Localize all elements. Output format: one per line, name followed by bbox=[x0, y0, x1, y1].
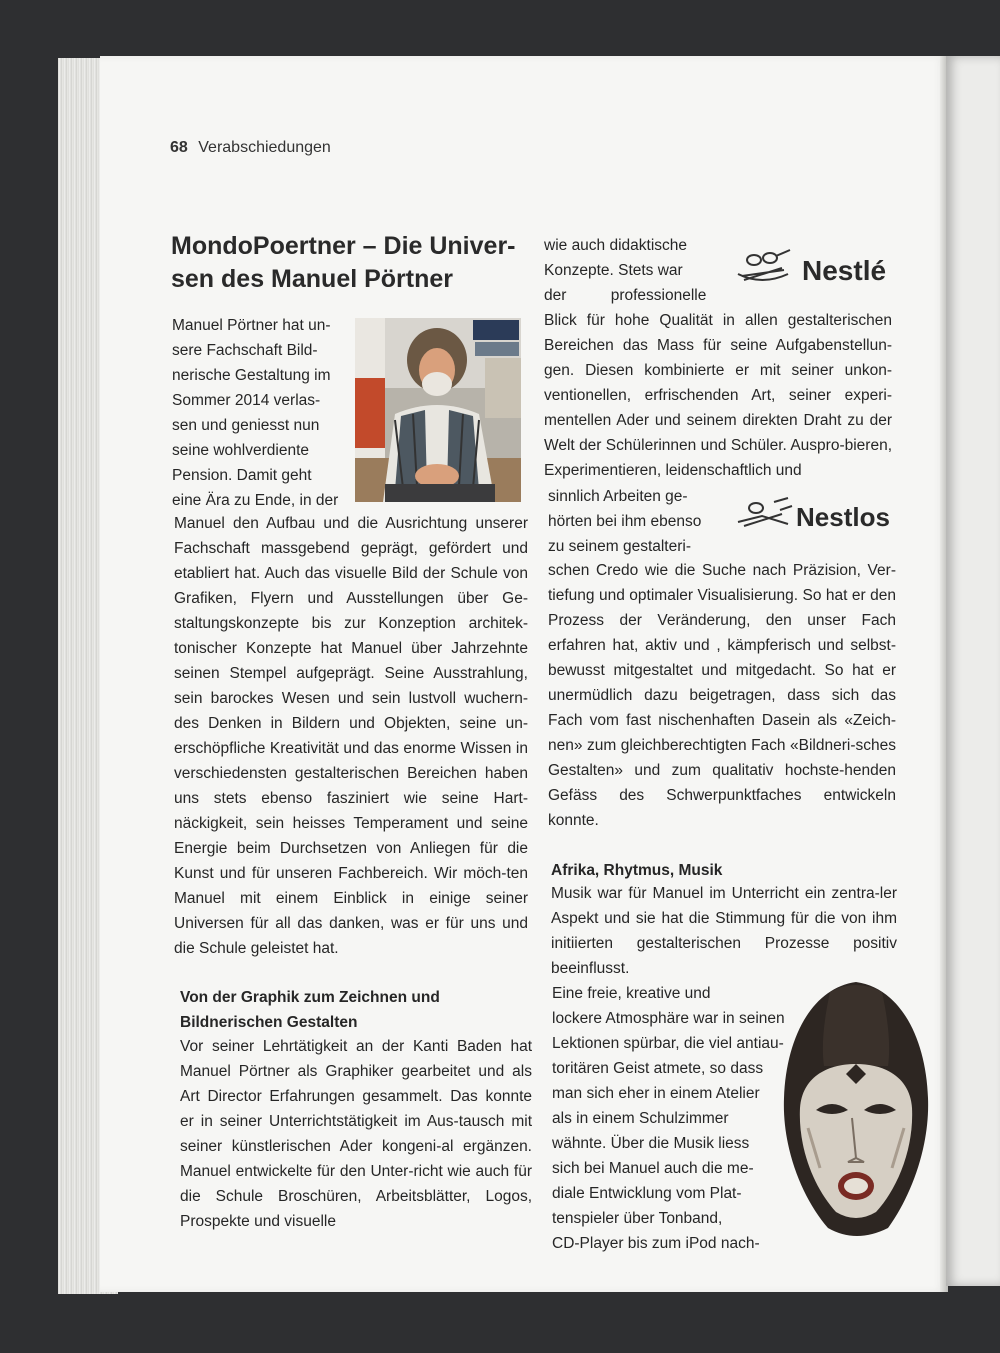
col2-paragraph-2: schen Credo wie die Suche nach Präzision, Ver-tiefung und optimaler Visualisierung. So hat er den Prozess der Veränderung, den unser Fach erfahren hat, aktiv und , kämpferisch und selbst-bewusst mitgestaltet und mitgedacht. So hat er unermüdlich dazu beigetragen, dass sich das Fach vom fast nischenhaften Dasein als «Zeich-nen» zum gleichberechtigten Fach «Bildneri-sches Gestalten» und zum qualitativ hochste-henden Gefäss des Schwerpunktfaches entwickeln konnte. bbox=[548, 562, 896, 829]
portrait-photo bbox=[355, 318, 521, 502]
text-line: der professionelle bbox=[544, 287, 707, 304]
col2-paragraph-3: Musik war für Manuel im Unterricht ein zentra-ler Aspekt und sie hat die Stimmung für die von ihm initiierten gestalterischen Prozesse positiv beeinflusst. bbox=[551, 885, 897, 977]
text-line: Lektionen spürbar, die viel antiau- bbox=[552, 1035, 784, 1052]
col1-paragraph-1: Manuel den Aufbau und die Ausrichtung unserer Fachschaft massgebend geprägt, gefördert und etabliert hat. Auch das visuelle Bild der Schule von Grafiken, Flyern und Ausstellungen über Ge-staltungskonzepte bis zur Konzeption architek-tonischer Konzepte hat Manuel über Jahrzehnte seinen Stempel aufgeprägt. Seine Ausstrahlung, sein barockes Wesen und sein lustvoll wuchern-des Denken in Bildern und Objekten, seine un-erschöpfliche Kreativität und das enorme Wissen in verschiedensten gestalterischen Bereichen haben uns stets ebenso fasziniert wie seine Hart-näckigkeit, sein heisses Temperament und seine Energie beim Durchsetzen von Anliegen für die Kunst und für unseren Fachbereich. Wir möch-ten Manuel mit einem Einblick in einige seiner Universen für all das danken, was er für uns und die Schule geleistet hat. bbox=[174, 515, 528, 957]
text-line: eine Ära zu Ende, in der bbox=[172, 492, 339, 509]
col2-logo-block-1 bbox=[544, 233, 714, 308]
text-line: diale Entwicklung vom Plat- bbox=[552, 1185, 742, 1202]
page-number: 68 bbox=[170, 139, 188, 156]
nestlos-logo bbox=[734, 496, 894, 536]
col2-subheading: Afrika, Rhytmus, Musik bbox=[551, 862, 723, 879]
running-header bbox=[170, 139, 331, 157]
text-line: tenspieler über Tonband, bbox=[552, 1210, 723, 1227]
logo-wordmark: Nestlos bbox=[796, 502, 890, 532]
logo-wordmark: Nestlé bbox=[802, 255, 887, 286]
text-line: Konzepte. Stets war bbox=[544, 262, 683, 279]
col2-mask-wrap-block bbox=[552, 981, 792, 1256]
text-line: Sommer 2014 verlas- bbox=[172, 392, 321, 409]
text-line: toritären Geist atmete, so dass bbox=[552, 1060, 764, 1077]
col1-paragraph-2: Vor seiner Lehrtätigkeit an der Kanti Baden hat Manuel Pörtner als Graphiker gearbeitet und als Art Director Erfahrungen gesammelt. Das konnte er in seiner Unterrichtstätigkeit im Aus-tausch mit seiner künstlerischen Ader kongeni-al ergänzen. Manuel entwickelte für den Unter-richt wie auch für die Schule Broschüren, Arbeitsblätter, Logos, Prospekte und visuelle bbox=[180, 1038, 532, 1230]
text-line: Manuel Pörtner hat un- bbox=[172, 317, 331, 334]
text-line: sich bei Manuel auch die me- bbox=[552, 1160, 754, 1177]
text-line: wie auch didaktische bbox=[544, 237, 688, 254]
col1-subheading: Von der Graphik zum Zeichnen und Bildnerischen Gestalten bbox=[180, 989, 440, 1031]
nestle-logo bbox=[732, 246, 892, 290]
col2-paragraph-1: Blick für hohe Qualität in allen gestalterischen Bereichen das Mass für seine Aufgabenstellun-gen. Diesen kombinierte er mit seiner unkon-ventionellen, erfrischenden Art, seiner experi-mentellen Ader und seinem direkten Draht zu der Welt der Schülerinnen und Schüler. Auspro-bieren, Experimentieren, leidenschaftlich und bbox=[544, 312, 892, 479]
text-line: Eine freie, kreative und bbox=[552, 985, 711, 1002]
text-line: sere Fachschaft Bild- bbox=[172, 342, 318, 359]
text-line: man sich eher in einem Atelier bbox=[552, 1085, 760, 1102]
text-line: als in einem Schulzimmer bbox=[552, 1110, 729, 1127]
text-line: seine wohlverdiente bbox=[172, 442, 310, 459]
text-line: sinnlich Arbeiten ge- bbox=[548, 488, 688, 505]
section-name: Verabschiedungen bbox=[198, 139, 331, 156]
text-line: zu seinem gestalteri- bbox=[548, 538, 692, 555]
text-line: wähnte. Über die Musik liess bbox=[552, 1135, 750, 1152]
african-mask-image bbox=[780, 978, 932, 1242]
article-title: MondoPoertner – Die Univer-sen des Manuel Pörtner bbox=[171, 232, 516, 293]
text-line: nerische Gestaltung im bbox=[172, 367, 331, 384]
bird-nest-icon bbox=[738, 250, 790, 280]
broken-nest-icon bbox=[738, 498, 792, 526]
col2-logo-block-2 bbox=[548, 484, 718, 559]
next-page-edge bbox=[946, 56, 1000, 1286]
text-line: sen und geniesst nun bbox=[172, 417, 320, 434]
col1-wrap-block bbox=[172, 313, 342, 513]
text-line: lockere Atmosphäre war in seinen bbox=[552, 1010, 785, 1027]
text-line: CD-Player bis zum iPod nach- bbox=[552, 1235, 760, 1252]
text-line: Pension. Damit geht bbox=[172, 467, 312, 484]
text-line: hörten bei ihm ebenso bbox=[548, 513, 702, 530]
